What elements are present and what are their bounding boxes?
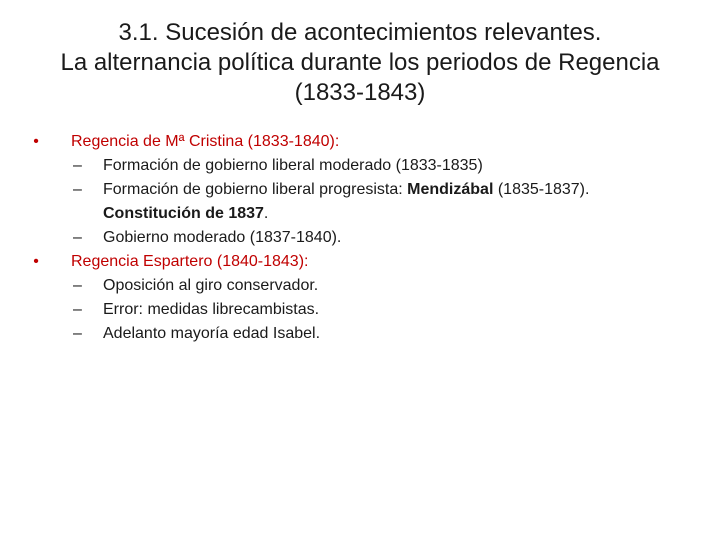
list-item: [26, 226, 706, 250]
list-item-text: Formación de gobierno liberal moderado (1833-1835): [103, 157, 483, 174]
list-item-text-part: (1835-1837).: [493, 181, 590, 198]
list-item-text: Error: medidas librecambistas.: [103, 301, 320, 318]
list-item-text: Adelanto mayoría edad Isabel.: [103, 325, 321, 342]
list-item-text-part: .: [263, 205, 269, 222]
list-item-bold-name: Mendizábal: [407, 181, 494, 198]
section-heading-text: Regencia de Mª Cristina (1833-1840):: [71, 133, 340, 150]
title-line-2: La alternancia política durante los periodos de Regencia: [60, 49, 660, 76]
list-item: [26, 298, 706, 322]
slide-title: [20, 18, 700, 108]
dash-icon: –: [73, 229, 82, 246]
list-item: [26, 178, 706, 226]
dash-icon: –: [73, 301, 82, 318]
section-heading-cristina: [26, 130, 706, 154]
list-item-text: Gobierno moderado (1837-1840).: [103, 229, 342, 246]
list-item-bold-constitution: Constitución de 1837: [103, 205, 264, 222]
list-item: [26, 274, 706, 298]
dash-icon: –: [73, 181, 82, 198]
dash-icon: –: [73, 277, 82, 294]
list-item: [26, 154, 706, 178]
list-item-continuation: [103, 202, 706, 226]
bullet-icon: •: [33, 133, 39, 150]
title-line-1: 3.1. Sucesión de acontecimientos relevantes.: [118, 19, 602, 46]
list-item: [26, 322, 706, 346]
title-line-3: (1833-1843): [294, 79, 426, 106]
bullet-icon: •: [33, 253, 39, 270]
slide-content: [26, 130, 706, 346]
dash-icon: –: [73, 325, 82, 342]
list-item-text: Oposición al giro conservador.: [103, 277, 319, 294]
section-heading-espartero: [26, 250, 706, 274]
section-heading-text: Regencia Espartero (1840-1843):: [71, 253, 309, 270]
list-item-text-part: Formación de gobierno liberal progresista:: [103, 181, 408, 198]
dash-icon: –: [73, 157, 82, 174]
